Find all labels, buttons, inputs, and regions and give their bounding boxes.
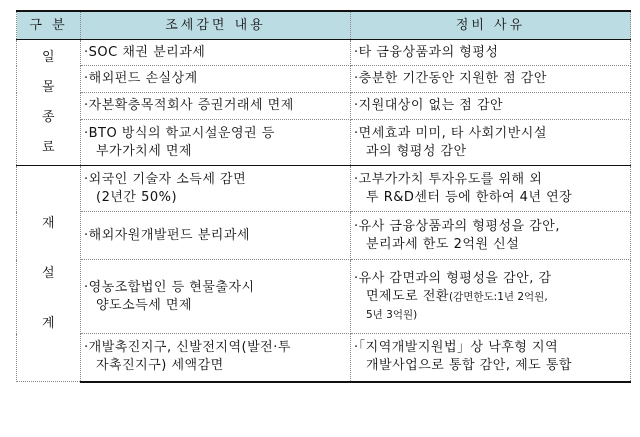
- table-row: [17, 93, 631, 120]
- reason-cell: ·면세효과 미미, 타 사회기반시설 과의 형평성 감안: [351, 120, 631, 166]
- table-header-row: [17, 11, 631, 40]
- item-cell: ·BTO 방식의 학교시설운영권 등 부가가치세 면제: [81, 120, 351, 166]
- item-cell: ·해외펀드 손실상계: [81, 66, 351, 93]
- header-content: 조세감면 내용: [81, 11, 351, 40]
- category-redesign: [17, 166, 81, 382]
- category-char: 몰: [41, 79, 56, 95]
- table-row: [17, 212, 631, 260]
- table-row: [17, 40, 631, 66]
- item-cell: ·해외자원개발펀드 분리과세: [81, 212, 351, 260]
- table-row: [17, 334, 631, 382]
- category-char: 일: [41, 49, 56, 65]
- reason-cell: ·「지역개발지원법」상 낙후형 지역 개발사업으로 통합 감안, 제도 통합: [351, 334, 631, 382]
- tax-reduction-table: [16, 10, 631, 383]
- reason-cell: ·고부가가치 투자유도를 위해 외 투 R&D센터 등에 한하여 4년 연장: [351, 166, 631, 212]
- item-cell: ·SOC 채권 분리과세: [81, 40, 351, 66]
- item-cell: ·외국인 기술자 소득세 감면 (2년간 50%): [81, 166, 351, 212]
- category-char: 재: [41, 215, 56, 231]
- item-cell: ·영농조합법인 등 현물출자시 양도소득세 면제: [81, 260, 351, 334]
- category-char: 설: [41, 265, 56, 281]
- table-row: [17, 66, 631, 93]
- reason-cell: ·충분한 기간동안 지원한 점 감안: [351, 66, 631, 93]
- reason-cell: ·유사 감면과의 형평성을 감안, 감 면제도로 전환(감면한도:1년 2억원, 5년 3억원): [351, 260, 631, 334]
- header-reason: 정비 사유: [351, 11, 631, 40]
- category-char: 종: [41, 109, 56, 125]
- category-sunset: [17, 40, 81, 166]
- category-char: 계: [41, 315, 56, 331]
- table-row: [17, 120, 631, 166]
- reason-cell: ·지원대상이 없는 점 감안: [351, 93, 631, 120]
- category-char: 료: [41, 139, 56, 155]
- reason-cell: ·유사 금융상품과의 형평성을 감안, 분리과세 한도 2억원 신설: [351, 212, 631, 260]
- table-row: [17, 166, 631, 212]
- item-cell: ·자본확충목적회사 증권거래세 면제: [81, 93, 351, 120]
- item-cell: ·개발촉진지구, 신발전지역(발전·투 자촉진지구) 세액감면: [81, 334, 351, 382]
- header-category: 구 분: [17, 11, 81, 40]
- reason-cell: ·타 금융상품과의 형평성: [351, 40, 631, 66]
- table-row: [17, 260, 631, 334]
